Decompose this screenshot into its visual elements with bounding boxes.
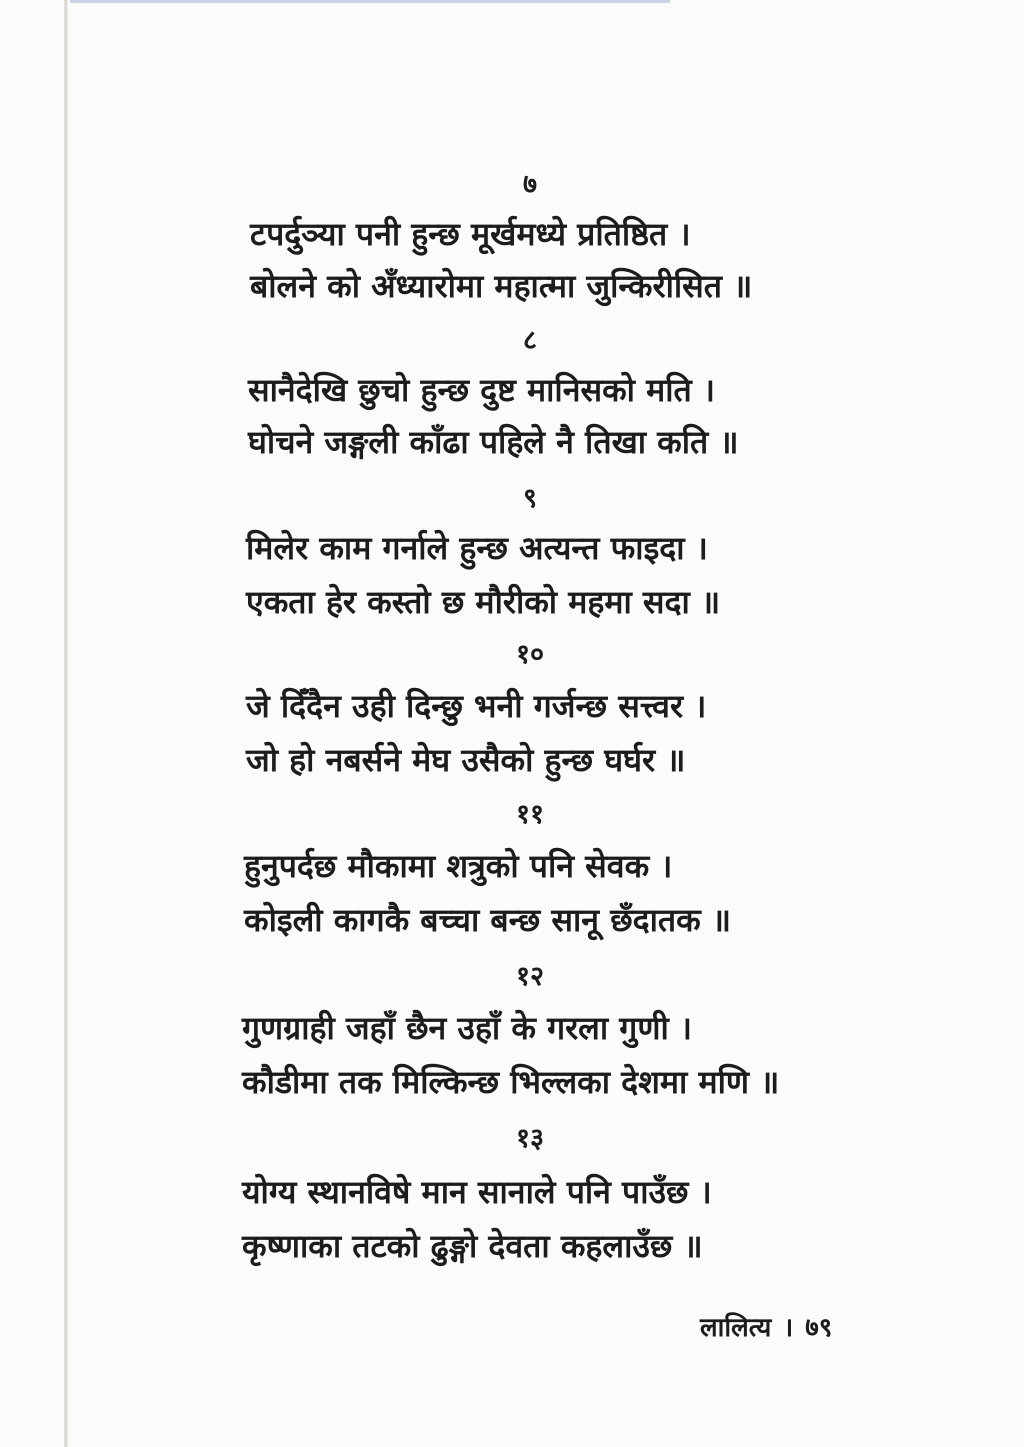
verse-line: मिलेर काम गर्नाले हुन्छ अत्यन्त फाइदा । bbox=[246, 529, 708, 567]
page-number: ७९ bbox=[805, 1313, 833, 1343]
verse-line: एकता हेर कस्तो छ मौरीको महमा सदा ॥ bbox=[246, 583, 721, 621]
verse-number: १३ bbox=[515, 1123, 545, 1154]
verse-line: बोलने को अँध्यारोमा महात्मा जुन्किरीसित ॥ bbox=[250, 267, 753, 305]
book-title: लालित्य bbox=[700, 1313, 772, 1343]
verse-number: ८ bbox=[522, 325, 538, 356]
verse-number: ९ bbox=[522, 483, 538, 514]
page-top-edge bbox=[70, 0, 670, 3]
footer-separator: । bbox=[783, 1313, 794, 1343]
verse-line: टपर्दुञ्या पनी हुन्छ मूर्खमध्ये प्रतिष्ठित । bbox=[250, 215, 691, 253]
verse-line: योग्य स्थानविषे मान सानाले पनि पाउँछ । bbox=[242, 1173, 712, 1211]
verse-line: कौडीमा तक मिल्किन्छ भिल्लका देशमा मणि ॥ bbox=[242, 1063, 780, 1101]
verse-line: गुणग्राही जहाँ छैन उहाँ के गरला गुणी । bbox=[242, 1009, 693, 1047]
verse-number: १२ bbox=[515, 961, 545, 992]
verse-line: जो हो नबर्सने मेघ उसैको हुन्छ घर्घर ॥ bbox=[246, 741, 686, 779]
page-footer bbox=[700, 1310, 832, 1346]
verse-line: कोइली कागकै बच्चा बन्छ सानू छँदातक ॥ bbox=[244, 901, 732, 939]
verse-line: घोचने जङ्गली काँढा पहिले नै तिखा कति ॥ bbox=[248, 423, 739, 461]
verse-number: १० bbox=[515, 639, 545, 670]
page-binding-edge bbox=[64, 0, 68, 1447]
verse-line: जे दिँदैन उही दिन्छु भनी गर्जन्छ सत्त्वर । bbox=[246, 687, 707, 725]
verse-line: हुनुपर्दछ मौकामा शत्रुको पनि सेवक । bbox=[244, 847, 673, 885]
verse-number: ११ bbox=[515, 799, 545, 830]
verse-number: ७ bbox=[522, 169, 538, 200]
verse-line: कृष्णाका तटको ढुङ्गो देवता कहलाउँछ ॥ bbox=[242, 1227, 703, 1265]
verse-line: सानैदेखि छुचो हुन्छ दुष्ट मानिसको मति । bbox=[248, 371, 716, 409]
